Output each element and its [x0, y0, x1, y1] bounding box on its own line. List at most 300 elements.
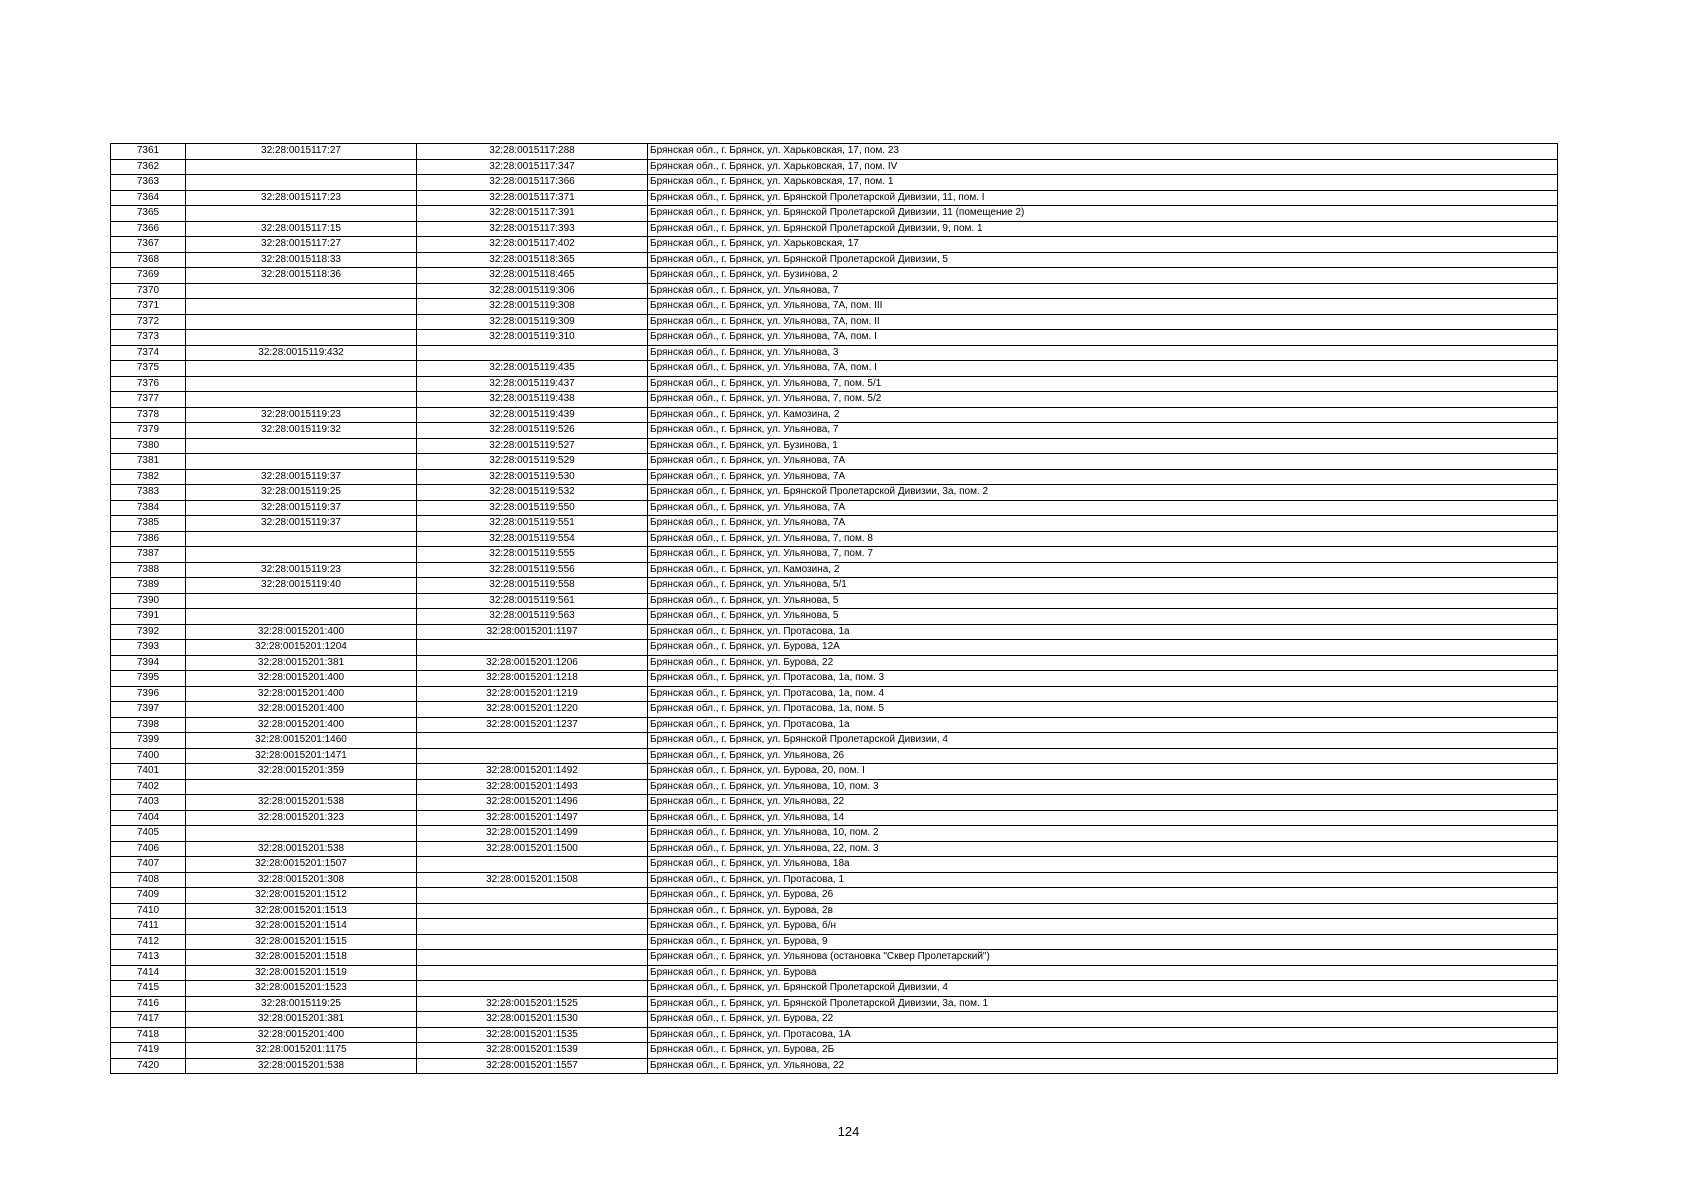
- row-number: 7363: [111, 175, 186, 191]
- row-number: 7361: [111, 144, 186, 160]
- table-row: [111, 671, 1558, 687]
- address: Брянская обл., г. Брянск, ул. Ульянова, 7, пом. 8: [648, 531, 1558, 547]
- address: Брянская обл., г. Брянск, ул. Ульянова, 7А: [648, 469, 1558, 485]
- land-cadastral-number: [186, 593, 417, 609]
- row-number: 7365: [111, 206, 186, 222]
- object-cadastral-number: 32:28:0015119:561: [417, 593, 648, 609]
- table-row: [111, 423, 1558, 439]
- table-row: [111, 996, 1558, 1012]
- land-cadastral-number: 32:28:0015201:1204: [186, 640, 417, 656]
- table-row: [111, 981, 1558, 997]
- row-number: 7415: [111, 981, 186, 997]
- row-number: 7364: [111, 190, 186, 206]
- address: Брянская обл., г. Брянск, ул. Ульянова, 18а: [648, 857, 1558, 873]
- address: Брянская обл., г. Брянск, ул. Ульянова, 14: [648, 810, 1558, 826]
- land-cadastral-number: [186, 361, 417, 377]
- table-row: [111, 686, 1558, 702]
- object-cadastral-number: 32:28:0015119:555: [417, 547, 648, 563]
- land-cadastral-number: 32:28:0015201:1507: [186, 857, 417, 873]
- table-row: [111, 299, 1558, 315]
- table-row: [111, 252, 1558, 268]
- address: Брянская обл., г. Брянск, ул. Камозина, 2: [648, 407, 1558, 423]
- land-cadastral-number: 32:28:0015201:538: [186, 841, 417, 857]
- object-cadastral-number: 32:28:0015201:1508: [417, 872, 648, 888]
- object-cadastral-number: [417, 965, 648, 981]
- land-cadastral-number: 32:28:0015119:23: [186, 407, 417, 423]
- row-number: 7408: [111, 872, 186, 888]
- object-cadastral-number: 32:28:0015119:529: [417, 454, 648, 470]
- address: Брянская обл., г. Брянск, ул. Ульянова, 10, пом. 2: [648, 826, 1558, 842]
- land-cadastral-number: 32:28:0015201:1518: [186, 950, 417, 966]
- row-number: 7409: [111, 888, 186, 904]
- land-cadastral-number: 32:28:0015201:1512: [186, 888, 417, 904]
- land-cadastral-number: 32:28:0015201:1514: [186, 919, 417, 935]
- address: Брянская обл., г. Брянск, ул. Харьковская, 17, пом. IV: [648, 159, 1558, 175]
- land-cadastral-number: 32:28:0015117:23: [186, 190, 417, 206]
- table-row: [111, 919, 1558, 935]
- address: Брянская обл., г. Брянск, ул. Брянской Пролетарской Дивизии, 5: [648, 252, 1558, 268]
- land-cadastral-number: 32:28:0015119:25: [186, 485, 417, 501]
- object-cadastral-number: 32:28:0015119:558: [417, 578, 648, 594]
- land-cadastral-number: 32:28:0015117:27: [186, 237, 417, 253]
- land-cadastral-number: 32:28:0015119:25: [186, 996, 417, 1012]
- table-row: [111, 903, 1558, 919]
- object-cadastral-number: 32:28:0015201:1492: [417, 764, 648, 780]
- row-number: 7406: [111, 841, 186, 857]
- address: Брянская обл., г. Брянск, ул. Бурова, 9: [648, 934, 1558, 950]
- address: Брянская обл., г. Брянск, ул. Бурова, б/н: [648, 919, 1558, 935]
- row-number: 7405: [111, 826, 186, 842]
- address: Брянская обл., г. Брянск, ул. Бурова, 26: [648, 888, 1558, 904]
- table-row: [111, 779, 1558, 795]
- row-number: 7420: [111, 1058, 186, 1074]
- land-cadastral-number: [186, 206, 417, 222]
- land-cadastral-number: 32:28:0015201:381: [186, 655, 417, 671]
- object-cadastral-number: 32:28:0015201:1206: [417, 655, 648, 671]
- address: Брянская обл., г. Брянск, ул. Бузинова, 2: [648, 268, 1558, 284]
- row-number: 7394: [111, 655, 186, 671]
- land-cadastral-number: 32:28:0015201:323: [186, 810, 417, 826]
- land-cadastral-number: 32:28:0015201:308: [186, 872, 417, 888]
- land-cadastral-number: 32:28:0015201:1523: [186, 981, 417, 997]
- land-cadastral-number: 32:28:0015201:538: [186, 795, 417, 811]
- cadastral-table: [110, 143, 1558, 1074]
- object-cadastral-number: 32:28:0015201:1197: [417, 624, 648, 640]
- land-cadastral-number: 32:28:0015201:359: [186, 764, 417, 780]
- row-number: 7396: [111, 686, 186, 702]
- row-number: 7407: [111, 857, 186, 873]
- row-number: 7378: [111, 407, 186, 423]
- land-cadastral-number: 32:28:0015201:1519: [186, 965, 417, 981]
- address: Брянская обл., г. Брянск, ул. Протасова, 1а: [648, 624, 1558, 640]
- land-cadastral-number: [186, 547, 417, 563]
- address: Брянская обл., г. Брянск, ул. Ульянова, 7А: [648, 516, 1558, 532]
- address: Брянская обл., г. Брянск, ул. Брянской Пролетарской Дивизии, 3а, пом. 1: [648, 996, 1558, 1012]
- land-cadastral-number: [186, 438, 417, 454]
- row-number: 7374: [111, 345, 186, 361]
- row-number: 7373: [111, 330, 186, 346]
- address: Брянская обл., г. Брянск, ул. Ульянова, 7А, пом. I: [648, 361, 1558, 377]
- address: Брянская обл., г. Брянск, ул. Ульянова, 5: [648, 609, 1558, 625]
- row-number: 7367: [111, 237, 186, 253]
- address: Брянская обл., г. Брянск, ул. Ульянова, 7А, пом. I: [648, 330, 1558, 346]
- row-number: 7404: [111, 810, 186, 826]
- object-cadastral-number: 32:28:0015117:347: [417, 159, 648, 175]
- address: Брянская обл., г. Брянск, ул. Протасова, 1: [648, 872, 1558, 888]
- land-cadastral-number: [186, 531, 417, 547]
- address: Брянская обл., г. Брянск, ул. Ульянова, 22: [648, 795, 1558, 811]
- row-number: 7395: [111, 671, 186, 687]
- row-number: 7384: [111, 500, 186, 516]
- object-cadastral-number: [417, 934, 648, 950]
- table-row: [111, 175, 1558, 191]
- address: Брянская обл., г. Брянск, ул. Ульянова, 7А: [648, 500, 1558, 516]
- object-cadastral-number: 32:28:0015201:1237: [417, 717, 648, 733]
- object-cadastral-number: 32:28:0015118:465: [417, 268, 648, 284]
- table-row: [111, 640, 1558, 656]
- land-cadastral-number: [186, 330, 417, 346]
- row-number: 7370: [111, 283, 186, 299]
- address: Брянская обл., г. Брянск, ул. Протасова, 1А: [648, 1027, 1558, 1043]
- land-cadastral-number: 32:28:0015119:37: [186, 516, 417, 532]
- object-cadastral-number: 32:28:0015117:391: [417, 206, 648, 222]
- table-body: [111, 144, 1558, 1074]
- land-cadastral-number: 32:28:0015119:32: [186, 423, 417, 439]
- table-row: [111, 888, 1558, 904]
- object-cadastral-number: 32:28:0015117:402: [417, 237, 648, 253]
- object-cadastral-number: 32:28:0015117:371: [417, 190, 648, 206]
- table-row: [111, 283, 1558, 299]
- land-cadastral-number: [186, 175, 417, 191]
- row-number: 7398: [111, 717, 186, 733]
- row-number: 7379: [111, 423, 186, 439]
- object-cadastral-number: 32:28:0015201:1525: [417, 996, 648, 1012]
- table-row: [111, 516, 1558, 532]
- land-cadastral-number: 32:28:0015201:381: [186, 1012, 417, 1028]
- object-cadastral-number: 32:28:0015201:1500: [417, 841, 648, 857]
- page-number: 124: [837, 1124, 860, 1139]
- row-number: 7380: [111, 438, 186, 454]
- address: Брянская обл., г. Брянск, ул. Бурова, 22: [648, 655, 1558, 671]
- address: Брянская обл., г. Брянск, ул. Бурова, 20, пом. I: [648, 764, 1558, 780]
- table-row: [111, 702, 1558, 718]
- object-cadastral-number: [417, 857, 648, 873]
- table-row: [111, 330, 1558, 346]
- land-cadastral-number: [186, 314, 417, 330]
- row-number: 7411: [111, 919, 186, 935]
- address: Брянская обл., г. Брянск, ул. Камозина, 2: [648, 562, 1558, 578]
- table-row: [111, 159, 1558, 175]
- row-number: 7372: [111, 314, 186, 330]
- object-cadastral-number: 32:28:0015201:1220: [417, 702, 648, 718]
- row-number: 7402: [111, 779, 186, 795]
- address: Брянская обл., г. Брянск, ул. Ульянова (остановка "Сквер Пролетарский"): [648, 950, 1558, 966]
- table-row: [111, 733, 1558, 749]
- table-row: [111, 237, 1558, 253]
- table-row: [111, 221, 1558, 237]
- land-cadastral-number: 32:28:0015118:36: [186, 268, 417, 284]
- address: Брянская обл., г. Брянск, ул. Протасова, 1а: [648, 717, 1558, 733]
- object-cadastral-number: 32:28:0015119:556: [417, 562, 648, 578]
- address: Брянская обл., г. Брянск, ул. Бузинова, 1: [648, 438, 1558, 454]
- address: Брянская обл., г. Брянск, ул. Ульянова, 7А, пом. II: [648, 314, 1558, 330]
- object-cadastral-number: 32:28:0015119:308: [417, 299, 648, 315]
- address: Брянская обл., г. Брянск, ул. Ульянова, 22: [648, 1058, 1558, 1074]
- land-cadastral-number: 32:28:0015119:37: [186, 500, 417, 516]
- table-row: [111, 1043, 1558, 1059]
- table-row: [111, 609, 1558, 625]
- land-cadastral-number: 32:28:0015201:1471: [186, 748, 417, 764]
- land-cadastral-number: 32:28:0015201:400: [186, 717, 417, 733]
- object-cadastral-number: 32:28:0015119:435: [417, 361, 648, 377]
- address: Брянская обл., г. Брянск, ул. Ульянова, 10, пом. 3: [648, 779, 1558, 795]
- address: Брянская обл., г. Брянск, ул. Ульянова, 7: [648, 423, 1558, 439]
- address: Брянская обл., г. Брянск, ул. Ульянова, 7А: [648, 454, 1558, 470]
- land-cadastral-number: 32:28:0015201:1460: [186, 733, 417, 749]
- row-number: 7381: [111, 454, 186, 470]
- row-number: 7371: [111, 299, 186, 315]
- land-cadastral-number: [186, 299, 417, 315]
- table-row: [111, 531, 1558, 547]
- address: Брянская обл., г. Брянск, ул. Брянской Пролетарской Дивизии, 4: [648, 733, 1558, 749]
- object-cadastral-number: 32:28:0015201:1219: [417, 686, 648, 702]
- row-number: 7388: [111, 562, 186, 578]
- table-row: [111, 345, 1558, 361]
- object-cadastral-number: 32:28:0015201:1218: [417, 671, 648, 687]
- table-row: [111, 655, 1558, 671]
- table-row: [111, 485, 1558, 501]
- row-number: 7418: [111, 1027, 186, 1043]
- object-cadastral-number: [417, 981, 648, 997]
- land-cadastral-number: 32:28:0015119:23: [186, 562, 417, 578]
- address: Брянская обл., г. Брянск, ул. Протасова, 1а, пом. 5: [648, 702, 1558, 718]
- object-cadastral-number: 32:28:0015201:1493: [417, 779, 648, 795]
- row-number: 7362: [111, 159, 186, 175]
- table-row: [111, 547, 1558, 563]
- row-number: 7382: [111, 469, 186, 485]
- table-row: [111, 748, 1558, 764]
- row-number: 7401: [111, 764, 186, 780]
- row-number: 7392: [111, 624, 186, 640]
- object-cadastral-number: 32:28:0015201:1530: [417, 1012, 648, 1028]
- object-cadastral-number: 32:28:0015201:1557: [417, 1058, 648, 1074]
- table-row: [111, 438, 1558, 454]
- object-cadastral-number: 32:28:0015119:309: [417, 314, 648, 330]
- address: Брянская обл., г. Брянск, ул. Брянской Пролетарской Дивизии, 11, пом. I: [648, 190, 1558, 206]
- address: Брянская обл., г. Брянск, ул. Харьковская, 17, пом. 23: [648, 144, 1558, 160]
- address: Брянская обл., г. Брянск, ул. Ульянова, 7, пом. 5/1: [648, 376, 1558, 392]
- object-cadastral-number: 32:28:0015119:306: [417, 283, 648, 299]
- table-row: [111, 1027, 1558, 1043]
- land-cadastral-number: 32:28:0015117:27: [186, 144, 417, 160]
- object-cadastral-number: 32:28:0015201:1539: [417, 1043, 648, 1059]
- row-number: 7416: [111, 996, 186, 1012]
- row-number: 7393: [111, 640, 186, 656]
- table-row: [111, 826, 1558, 842]
- table-row: [111, 810, 1558, 826]
- row-number: 7366: [111, 221, 186, 237]
- address: Брянская обл., г. Брянск, ул. Бурова, 2в: [648, 903, 1558, 919]
- table-row: [111, 965, 1558, 981]
- object-cadastral-number: 32:28:0015119:439: [417, 407, 648, 423]
- object-cadastral-number: 32:28:0015201:1496: [417, 795, 648, 811]
- land-cadastral-number: 32:28:0015201:538: [186, 1058, 417, 1074]
- object-cadastral-number: 32:28:0015119:530: [417, 469, 648, 485]
- object-cadastral-number: 32:28:0015117:366: [417, 175, 648, 191]
- table-row: [111, 872, 1558, 888]
- address: Брянская обл., г. Брянск, ул. Ульянова, 22, пом. 3: [648, 841, 1558, 857]
- table-row: [111, 841, 1558, 857]
- table-row: [111, 593, 1558, 609]
- row-number: 7414: [111, 965, 186, 981]
- table-row: [111, 934, 1558, 950]
- land-cadastral-number: 32:28:0015201:400: [186, 1027, 417, 1043]
- table-row: [111, 314, 1558, 330]
- land-cadastral-number: 32:28:0015201:400: [186, 702, 417, 718]
- row-number: 7399: [111, 733, 186, 749]
- object-cadastral-number: 32:28:0015201:1535: [417, 1027, 648, 1043]
- object-cadastral-number: 32:28:0015201:1499: [417, 826, 648, 842]
- object-cadastral-number: 32:28:0015119:437: [417, 376, 648, 392]
- land-cadastral-number: 32:28:0015117:15: [186, 221, 417, 237]
- table-row: [111, 764, 1558, 780]
- address: Брянская обл., г. Брянск, ул. Ульянова, 7: [648, 283, 1558, 299]
- land-cadastral-number: [186, 779, 417, 795]
- object-cadastral-number: [417, 950, 648, 966]
- row-number: 7397: [111, 702, 186, 718]
- table-row: [111, 376, 1558, 392]
- address: Брянская обл., г. Брянск, ул. Брянской Пролетарской Дивизии, 3а, пом. 2: [648, 485, 1558, 501]
- land-cadastral-number: 32:28:0015201:400: [186, 624, 417, 640]
- land-cadastral-number: 32:28:0015201:1175: [186, 1043, 417, 1059]
- object-cadastral-number: 32:28:0015119:527: [417, 438, 648, 454]
- land-cadastral-number: 32:28:0015119:40: [186, 578, 417, 594]
- table-row: [111, 578, 1558, 594]
- row-number: 7387: [111, 547, 186, 563]
- row-number: 7403: [111, 795, 186, 811]
- object-cadastral-number: [417, 733, 648, 749]
- address: Брянская обл., г. Брянск, ул. Бурова, 12А: [648, 640, 1558, 656]
- row-number: 7390: [111, 593, 186, 609]
- row-number: 7412: [111, 934, 186, 950]
- object-cadastral-number: 32:28:0015119:554: [417, 531, 648, 547]
- address: Брянская обл., г. Брянск, ул. Ульянова, 26: [648, 748, 1558, 764]
- land-cadastral-number: 32:28:0015201:400: [186, 671, 417, 687]
- row-number: 7400: [111, 748, 186, 764]
- land-cadastral-number: [186, 454, 417, 470]
- table-row: [111, 144, 1558, 160]
- address: Брянская обл., г. Брянск, ул. Брянской Пролетарской Дивизии, 4: [648, 981, 1558, 997]
- row-number: 7375: [111, 361, 186, 377]
- address: Брянская обл., г. Брянск, ул. Брянской Пролетарской Дивизии, 11 (помещение 2): [648, 206, 1558, 222]
- land-cadastral-number: [186, 159, 417, 175]
- land-cadastral-number: 32:28:0015201:1515: [186, 934, 417, 950]
- table-row: [111, 190, 1558, 206]
- object-cadastral-number: 32:28:0015119:526: [417, 423, 648, 439]
- address: Брянская обл., г. Брянск, ул. Бурова, 2Б: [648, 1043, 1558, 1059]
- object-cadastral-number: 32:28:0015119:551: [417, 516, 648, 532]
- address: Брянская обл., г. Брянск, ул. Ульянова, 7, пом. 5/2: [648, 392, 1558, 408]
- row-number: 7413: [111, 950, 186, 966]
- address: Брянская обл., г. Брянск, ул. Протасова, 1а, пом. 3: [648, 671, 1558, 687]
- table-row: [111, 950, 1558, 966]
- object-cadastral-number: [417, 345, 648, 361]
- row-number: 7410: [111, 903, 186, 919]
- object-cadastral-number: 32:28:0015119:310: [417, 330, 648, 346]
- table-row: [111, 469, 1558, 485]
- table-row: [111, 454, 1558, 470]
- row-number: 7383: [111, 485, 186, 501]
- table-row: [111, 624, 1558, 640]
- address: Брянская обл., г. Брянск, ул. Ульянова, 3: [648, 345, 1558, 361]
- table-row: [111, 268, 1558, 284]
- object-cadastral-number: 32:28:0015117:393: [417, 221, 648, 237]
- address: Брянская обл., г. Брянск, ул. Ульянова, 7, пом. 7: [648, 547, 1558, 563]
- object-cadastral-number: [417, 640, 648, 656]
- address: Брянская обл., г. Брянск, ул. Бурова: [648, 965, 1558, 981]
- object-cadastral-number: [417, 888, 648, 904]
- address: Брянская обл., г. Брянск, ул. Ульянова, 5: [648, 593, 1558, 609]
- land-cadastral-number: 32:28:0015118:33: [186, 252, 417, 268]
- table-row: [111, 361, 1558, 377]
- object-cadastral-number: 32:28:0015119:550: [417, 500, 648, 516]
- address: Брянская обл., г. Брянск, ул. Ульянова, 7А, пом. III: [648, 299, 1558, 315]
- row-number: 7389: [111, 578, 186, 594]
- table-row: [111, 1012, 1558, 1028]
- row-number: 7376: [111, 376, 186, 392]
- object-cadastral-number: 32:28:0015119:532: [417, 485, 648, 501]
- table-row: [111, 795, 1558, 811]
- row-number: 7368: [111, 252, 186, 268]
- table-row: [111, 562, 1558, 578]
- table-row: [111, 717, 1558, 733]
- land-cadastral-number: 32:28:0015201:400: [186, 686, 417, 702]
- table-row: [111, 500, 1558, 516]
- object-cadastral-number: [417, 748, 648, 764]
- land-cadastral-number: 32:28:0015201:1513: [186, 903, 417, 919]
- address: Брянская обл., г. Брянск, ул. Ульянова, 5/1: [648, 578, 1558, 594]
- object-cadastral-number: 32:28:0015118:365: [417, 252, 648, 268]
- land-cadastral-number: [186, 392, 417, 408]
- address: Брянская обл., г. Брянск, ул. Харьковская, 17, пом. 1: [648, 175, 1558, 191]
- object-cadastral-number: 32:28:0015119:563: [417, 609, 648, 625]
- address: Брянская обл., г. Брянск, ул. Протасова, 1а, пом. 4: [648, 686, 1558, 702]
- object-cadastral-number: [417, 903, 648, 919]
- land-cadastral-number: 32:28:0015119:37: [186, 469, 417, 485]
- table-row: [111, 392, 1558, 408]
- table-row: [111, 407, 1558, 423]
- row-number: 7386: [111, 531, 186, 547]
- land-cadastral-number: [186, 283, 417, 299]
- address: Брянская обл., г. Брянск, ул. Бурова, 22: [648, 1012, 1558, 1028]
- row-number: 7419: [111, 1043, 186, 1059]
- row-number: 7391: [111, 609, 186, 625]
- land-cadastral-number: [186, 609, 417, 625]
- row-number: 7369: [111, 268, 186, 284]
- row-number: 7377: [111, 392, 186, 408]
- object-cadastral-number: 32:28:0015201:1497: [417, 810, 648, 826]
- table-row: [111, 1058, 1558, 1074]
- table-row: [111, 206, 1558, 222]
- address: Брянская обл., г. Брянск, ул. Брянской Пролетарской Дивизии, 9, пом. 1: [648, 221, 1558, 237]
- row-number: 7385: [111, 516, 186, 532]
- object-cadastral-number: 32:28:0015119:438: [417, 392, 648, 408]
- object-cadastral-number: [417, 919, 648, 935]
- table-row: [111, 857, 1558, 873]
- row-number: 7417: [111, 1012, 186, 1028]
- land-cadastral-number: 32:28:0015119:432: [186, 345, 417, 361]
- land-cadastral-number: [186, 826, 417, 842]
